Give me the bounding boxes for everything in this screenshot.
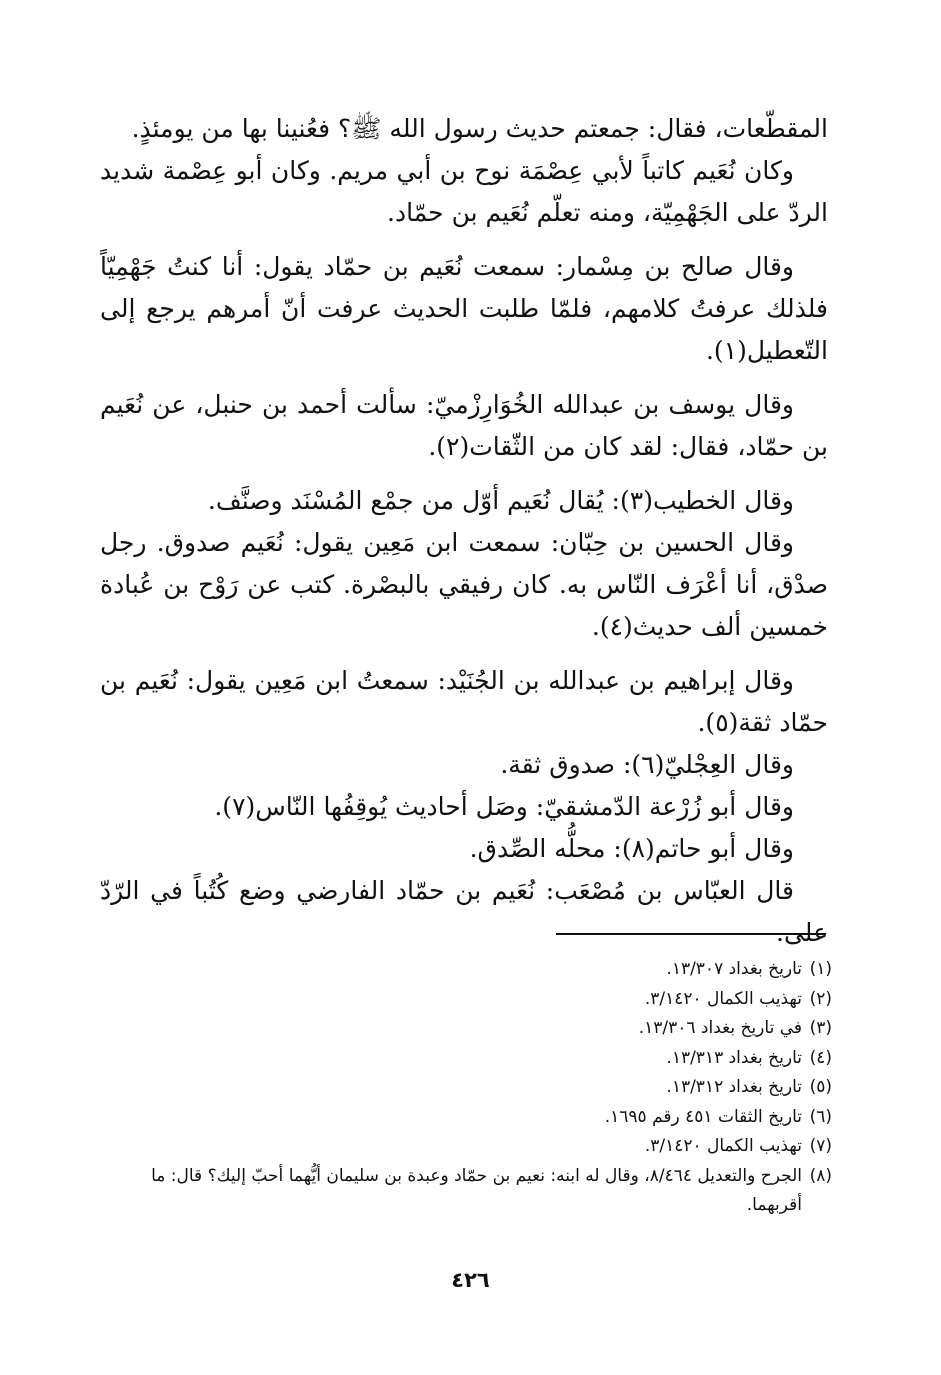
paragraph-1: المقطّعات، فقال: جمعتم حديث رسول الله ﷺ؟ فعُنينا بها من يومئذٍ. (131, 114, 828, 143)
paragraph-5: وقال الخطيب(٣): يُقال نُعَيم أوّل من جمْع المُسْنَد وصنَّف. (207, 486, 794, 515)
page-number: ٤٢٦ (451, 1268, 490, 1292)
footnote-number: (٤) (809, 1047, 832, 1068)
footnote-text: تاريخ بغداد ١٣/٣١٣. (666, 1047, 802, 1068)
footnote-item (110, 1044, 832, 1074)
footnote-number: (٣) (809, 1018, 832, 1038)
footnote-item (110, 985, 832, 1015)
paragraph-11: قال العبّاس بن مُصْعَب: نُعَيم بن حمّاد الفارضي وضع كُتُباً في الرّدّ على. (100, 876, 828, 947)
footnote-item (110, 1103, 832, 1133)
footnote-number: (٨) (809, 1165, 832, 1186)
footnote-text: في تاريخ بغداد ١٣/٣٠٦. (638, 1018, 802, 1038)
paragraph-9: وقال أبو زُرْعة الدّمشقيّ: وصَل أحاديث يُوقِفُها النّاس(٧). (214, 792, 794, 821)
footnote-text: تهذيب الكمال ٣/١٤٢٠. (644, 988, 802, 1009)
paragraph-4: وقال يوسف بن عبدالله الخُوَارِزْميّ: سألت أحمد بن حنبل، عن نُعَيم بن حمّاد، فقال: لقد كان من الثّقات(٢). (100, 390, 828, 461)
footnote-text: تهذيب الكمال ٣/١٤٢٠. (644, 1136, 802, 1156)
footnote-text: الجرح والتعديل ٨/٤٦٤، وقال له ابنه: نعيم بن حمّاد وعبدة بن سليمان أيُّهما أحبّ إليك؟ قال: ما أقربهما. (151, 1165, 802, 1215)
footnote-item (110, 1073, 832, 1103)
paragraph-8: وقال العِجْليّ(٦): صدوق ثقة. (500, 750, 794, 779)
footnote-item (110, 1132, 832, 1162)
footnote-text: تاريخ بغداد ١٣/٣١٢. (666, 1077, 802, 1097)
footnote-text: تاريخ الثقات ٤٥١ رقم ١٦٩٥. (604, 1106, 802, 1127)
footnote-item (110, 955, 832, 985)
paragraph-10: وقال أبو حاتم(٨): محلُّه الصِّدق. (469, 834, 794, 863)
footnote-divider (556, 933, 826, 935)
footnotes (110, 955, 832, 1221)
footnote-item (110, 1014, 832, 1044)
footnote-number: (١) (809, 959, 832, 979)
footnote-number: (٢) (809, 988, 832, 1009)
footnote-number: (٦) (809, 1106, 832, 1127)
paragraph-3: وقال صالح بن مِسْمار: سمعت نُعَيم بن حمّاد يقول: أنا كنتُ جَهْمِيّاً فلذلك عرفتُ كلامهم، فلمّا طلبت الحديث عرفت أنّ أمرهم يرجع إلى التّعطيل(١). (100, 252, 828, 365)
main-text (100, 108, 828, 954)
footnote-number: (٥) (809, 1077, 832, 1097)
footnote-item (110, 1162, 832, 1221)
paragraph-2: وكان نُعَيم كاتباً لأبي عِصْمَة نوح بن أبي مريم. وكان أبو عِصْمة شديد الردّ على الجَهْمِيّة، ومنه تعلّم نُعَيم بن حمّاد. (100, 156, 828, 227)
paragraph-7: وقال إبراهيم بن عبدالله بن الجُنَيْد: سمعتُ ابن مَعِين يقول: نُعَيم بن حمّاد ثقة(٥). (100, 666, 828, 737)
footnote-text: تاريخ بغداد ١٣/٣٠٧. (666, 959, 802, 979)
footnote-number: (٧) (809, 1136, 832, 1156)
paragraph-6: وقال الحسين بن حِبّان: سمعت ابن مَعِين يقول: نُعَيم صدوق. رجل صدْق، أنا أعْرَف النّاس به. كان رفيقي بالبصْرة. كتب عن رَوْح بن عُبادة خمسين ألف حديث(٤). (100, 528, 828, 641)
